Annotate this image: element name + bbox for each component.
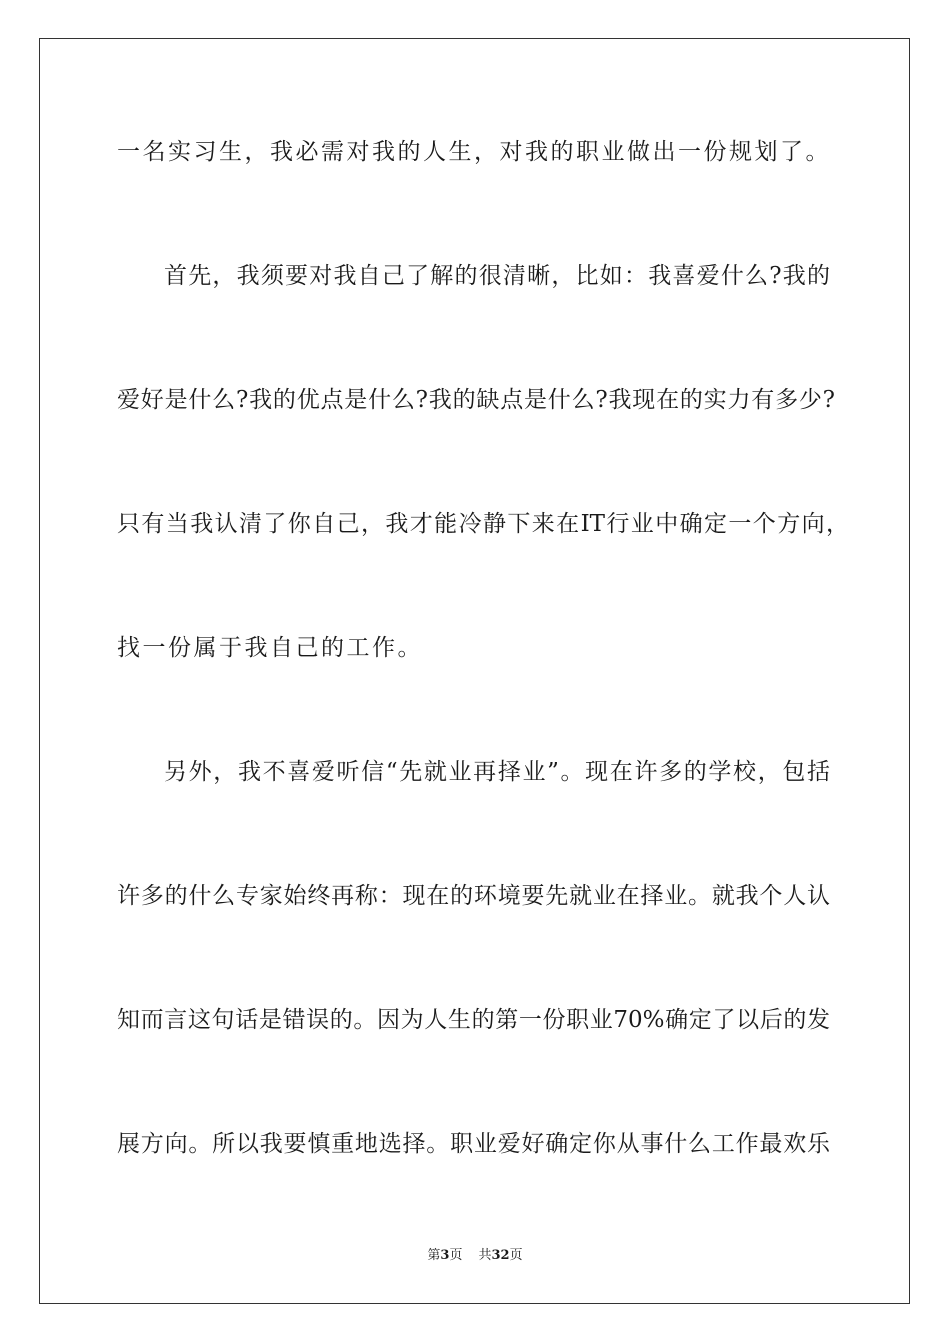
text-line-5: 找一份属于我自己的工作。 (117, 635, 423, 661)
text-line-7: 许多的什么专家始终再称：现在的环境要先就业在择业。就我个人认 (117, 883, 830, 909)
page-border (39, 38, 910, 1304)
footer-total-suffix: 页 (509, 1248, 523, 1263)
footer-total-pages: 32 (491, 1248, 510, 1263)
text-line-1: 一名实习生，我必需对我的人生，对我的职业做出一份规划了。 (117, 139, 831, 165)
footer-page-prefix: 第 (427, 1248, 441, 1263)
text-line-2: 首先，我须要对我自己了解的很清晰，比如：我喜爱什么?我的 (164, 263, 830, 289)
footer-page-suffix: 页 (449, 1248, 463, 1263)
page-footer (0, 1248, 950, 1264)
text-line-9: 展方向。所以我要慎重地选择。职业爱好确定你从事什么工作最欢乐 (117, 1131, 830, 1157)
text-line-3: 爱好是什么?我的优点是什么?我的缺点是什么?我现在的实力有多少? (117, 387, 835, 413)
footer-total-prefix: 共 (478, 1248, 492, 1263)
text-line-4: 只有当我认清了你自己，我才能冷静下来在IT行业中确定一个方向， (117, 511, 849, 537)
text-line-6: 另外，我不喜爱听信“先就业再择业”。现在许多的学校，包括 (164, 759, 830, 785)
text-line-8: 知而言这句话是错误的。因为人生的第一份职业70%确定了以后的发 (117, 1007, 830, 1033)
footer-page-number: 3 (440, 1248, 450, 1263)
